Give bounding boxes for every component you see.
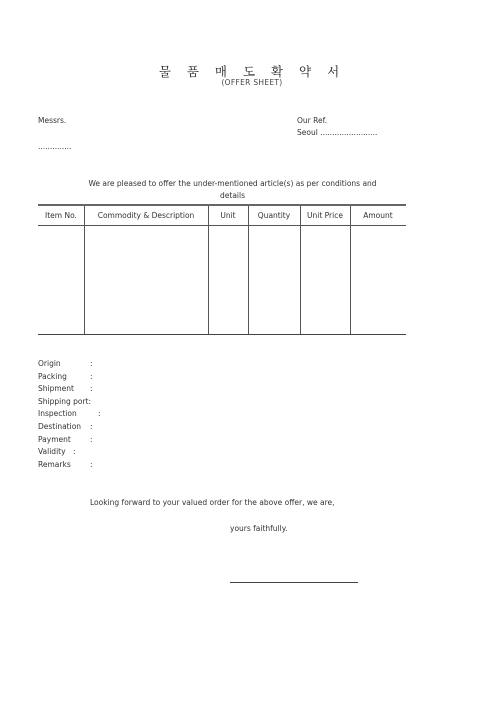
column-divider [248, 206, 249, 334]
term-label: Origin [38, 359, 61, 368]
document-subtitle: (OFFER SHEET) [221, 78, 283, 87]
term-label: Payment [38, 434, 71, 444]
messrs-dots: .............. [38, 142, 72, 151]
term-colon: : [90, 371, 93, 381]
header-item-no: Item No. [45, 211, 77, 220]
term-label: Remarks [38, 459, 71, 469]
term-label: Shipping port [38, 396, 89, 406]
intro-line-2: details [220, 191, 245, 200]
term-colon: : [90, 421, 93, 431]
term-label: Validity [38, 447, 66, 457]
header-commodity-description: Commodity & Description [97, 211, 195, 220]
signature-line [230, 582, 358, 583]
term-inspection [38, 408, 101, 421]
terms-list [38, 358, 101, 471]
term-shipping-port [38, 396, 91, 409]
messrs-label: Messrs. [38, 116, 67, 125]
term-shipment [38, 383, 91, 396]
term-colon: : [90, 459, 93, 469]
term-label: Shipment [38, 384, 74, 394]
term-colon: : [88, 396, 92, 406]
header-unit: Unit [220, 211, 236, 220]
seoul-date-line: Seoul ........................ [297, 128, 378, 137]
column-divider [300, 206, 301, 334]
header-unit-price: Unit Price [307, 211, 343, 220]
document-title: 물 품 매 도 확 약 서 [158, 64, 346, 79]
term-label: Destination [38, 421, 82, 431]
term-colon: : [90, 359, 93, 368]
term-label: Inspection [38, 409, 77, 419]
header-quantity: Quantity [257, 211, 291, 220]
term-validity [38, 446, 91, 459]
term-destination [38, 421, 91, 434]
intro-line-1: We are pleased to offer the under-mentioned article(s) as per conditions and [88, 179, 377, 188]
column-divider [84, 206, 85, 334]
term-colon: : [73, 447, 76, 457]
header-amount: Amount [363, 211, 393, 220]
term-colon: : [90, 434, 93, 444]
our-ref-label: Our Ref. [297, 116, 328, 125]
term-origin [38, 358, 91, 371]
term-remarks [38, 459, 91, 472]
term-payment [38, 434, 91, 447]
term-label: Packing [38, 371, 67, 381]
intro-paragraph [60, 178, 405, 202]
closing-text: Looking forward to your valued order for the above offer, we are, [90, 498, 335, 507]
column-divider [350, 206, 351, 334]
term-colon: : [90, 384, 93, 394]
term-packing [38, 371, 91, 384]
term-colon: : [98, 409, 101, 419]
column-divider [208, 206, 209, 334]
offer-table [38, 204, 406, 335]
yours-faithfully: yours faithfully. [230, 524, 288, 533]
